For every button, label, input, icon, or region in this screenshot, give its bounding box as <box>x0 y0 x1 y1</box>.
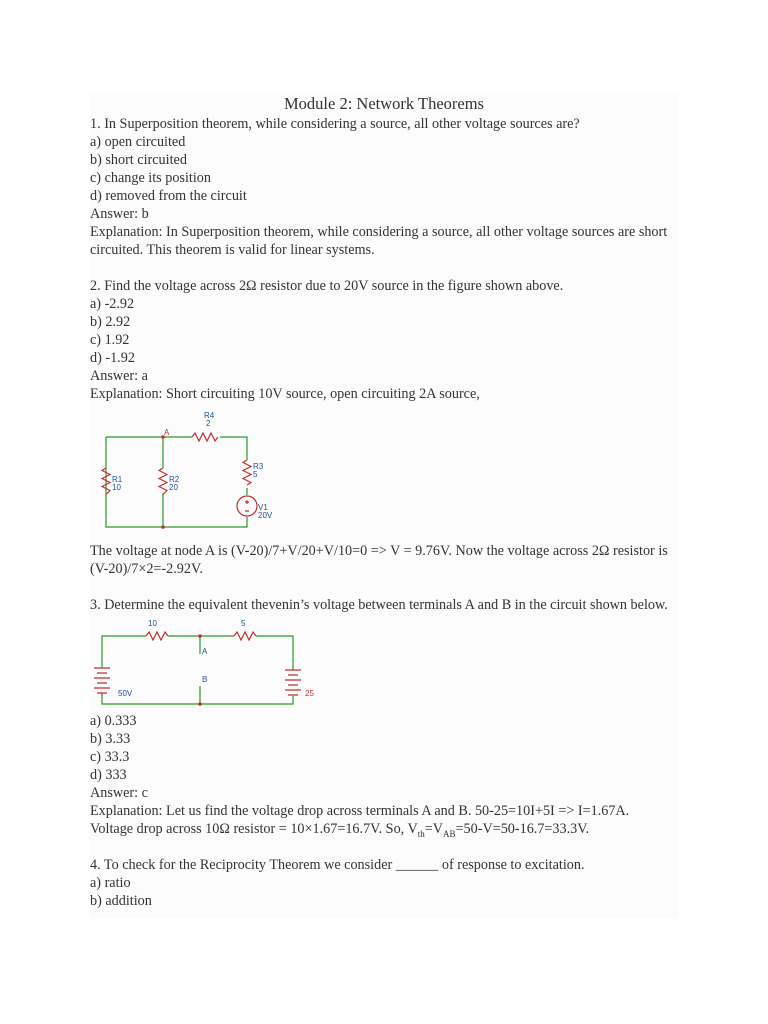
q2-answer: Answer: a <box>90 368 148 384</box>
q2-option-a: a) -2.92 <box>90 296 135 312</box>
node-a-label: A <box>164 428 170 437</box>
r3-resistor <box>243 460 251 485</box>
r2-value-label: 20 <box>169 483 178 492</box>
terminal-a-label: A <box>202 647 208 656</box>
q4-option-a: a) ratio <box>90 875 131 891</box>
v1-value-label: 20V <box>258 511 272 520</box>
r-left-resistor <box>146 632 168 640</box>
q4-option-b: b) addition <box>90 893 152 909</box>
q3-answer: Answer: c <box>90 785 148 801</box>
v1-source <box>237 496 257 516</box>
q1-option-c: c) change its position <box>90 170 211 186</box>
q3-explanation-line2: Voltage drop across 10Ω resistor = 10×1.67=16.7V. So, $V_{th}=V_{AB}=50-V=50-16.7=33.3V$. <box>90 821 590 839</box>
q2-result: The voltage at node A is (V-20)/7+V/20+V/10=0 => V = 9.76V. Now the voltage across 2Ω resistor is (V-20)/7×2=-2.92V. <box>90 543 668 577</box>
q4-question: 4. To check for the Reciprocity Theorem we consider ______ of response to excitation. <box>90 857 585 873</box>
q3-option-d: d) 333 <box>90 767 127 783</box>
r3-value-label: 5 <box>253 470 258 479</box>
q3-option-a: a) 0.333 <box>90 713 137 729</box>
r-right-label: 5 <box>241 619 246 628</box>
q3-option-b: b) 3.33 <box>90 731 131 747</box>
r4-resistor <box>192 433 218 441</box>
source-right-label: 25 <box>305 689 314 698</box>
r4-name-label: R4 <box>204 411 215 420</box>
q1-question: 1. In Superposition theorem, while considering a source, all other voltage sources are? <box>90 116 580 132</box>
r1-name-label: R1 <box>112 475 123 484</box>
source-left-label: 50V <box>118 689 133 698</box>
left-battery <box>94 668 110 696</box>
r2-name-label: R2 <box>169 475 180 484</box>
document-page <box>90 92 678 918</box>
q2-explanation: Explanation: Short circuiting 10V source, open circuiting 2A source, <box>90 386 480 402</box>
q1-answer: Answer: b <box>90 206 149 222</box>
q3-circuit-diagram <box>90 616 322 712</box>
q3-question: 3. Determine the equivalent thevenin’s voltage between terminals A and B in the circuit shown below. <box>90 597 668 613</box>
q3-option-c: c) 33.3 <box>90 749 130 765</box>
r2-resistor <box>159 468 167 495</box>
r-left-label: 10 <box>148 619 157 628</box>
r3-name-label: R3 <box>253 462 264 471</box>
q2-question: 2. Find the voltage across 2Ω resistor due to 20V source in the figure shown above. <box>90 278 564 294</box>
page-title: Module 2: Network Theorems <box>284 94 484 113</box>
q2-circuit-diagram <box>92 405 272 537</box>
q3-explanation-line1: Explanation: Let us find the voltage drop across terminals A and B. 50-25=10I+5I => I=1.67A. <box>90 803 630 819</box>
q1-option-a: a) open circuited <box>90 134 186 150</box>
terminal-b-label: B <box>202 675 208 684</box>
v1-name-label: V1 <box>258 503 268 512</box>
q2-option-d: d) -1.92 <box>90 350 135 366</box>
q2-option-c: c) 1.92 <box>90 332 130 348</box>
r4-value-label: 2 <box>206 419 211 428</box>
q1-explanation: Explanation: In Superposition theorem, while considering a source, all other voltage sources are short circuited. This theorem is valid for linear systems. <box>90 224 668 258</box>
q1-option-b: b) short circuited <box>90 152 187 168</box>
r1-value-label: 10 <box>112 483 121 492</box>
r-right-resistor <box>234 632 256 640</box>
q1-option-d: d) removed from the circuit <box>90 188 247 204</box>
right-battery <box>285 670 301 695</box>
q2-option-b: b) 2.92 <box>90 314 131 330</box>
